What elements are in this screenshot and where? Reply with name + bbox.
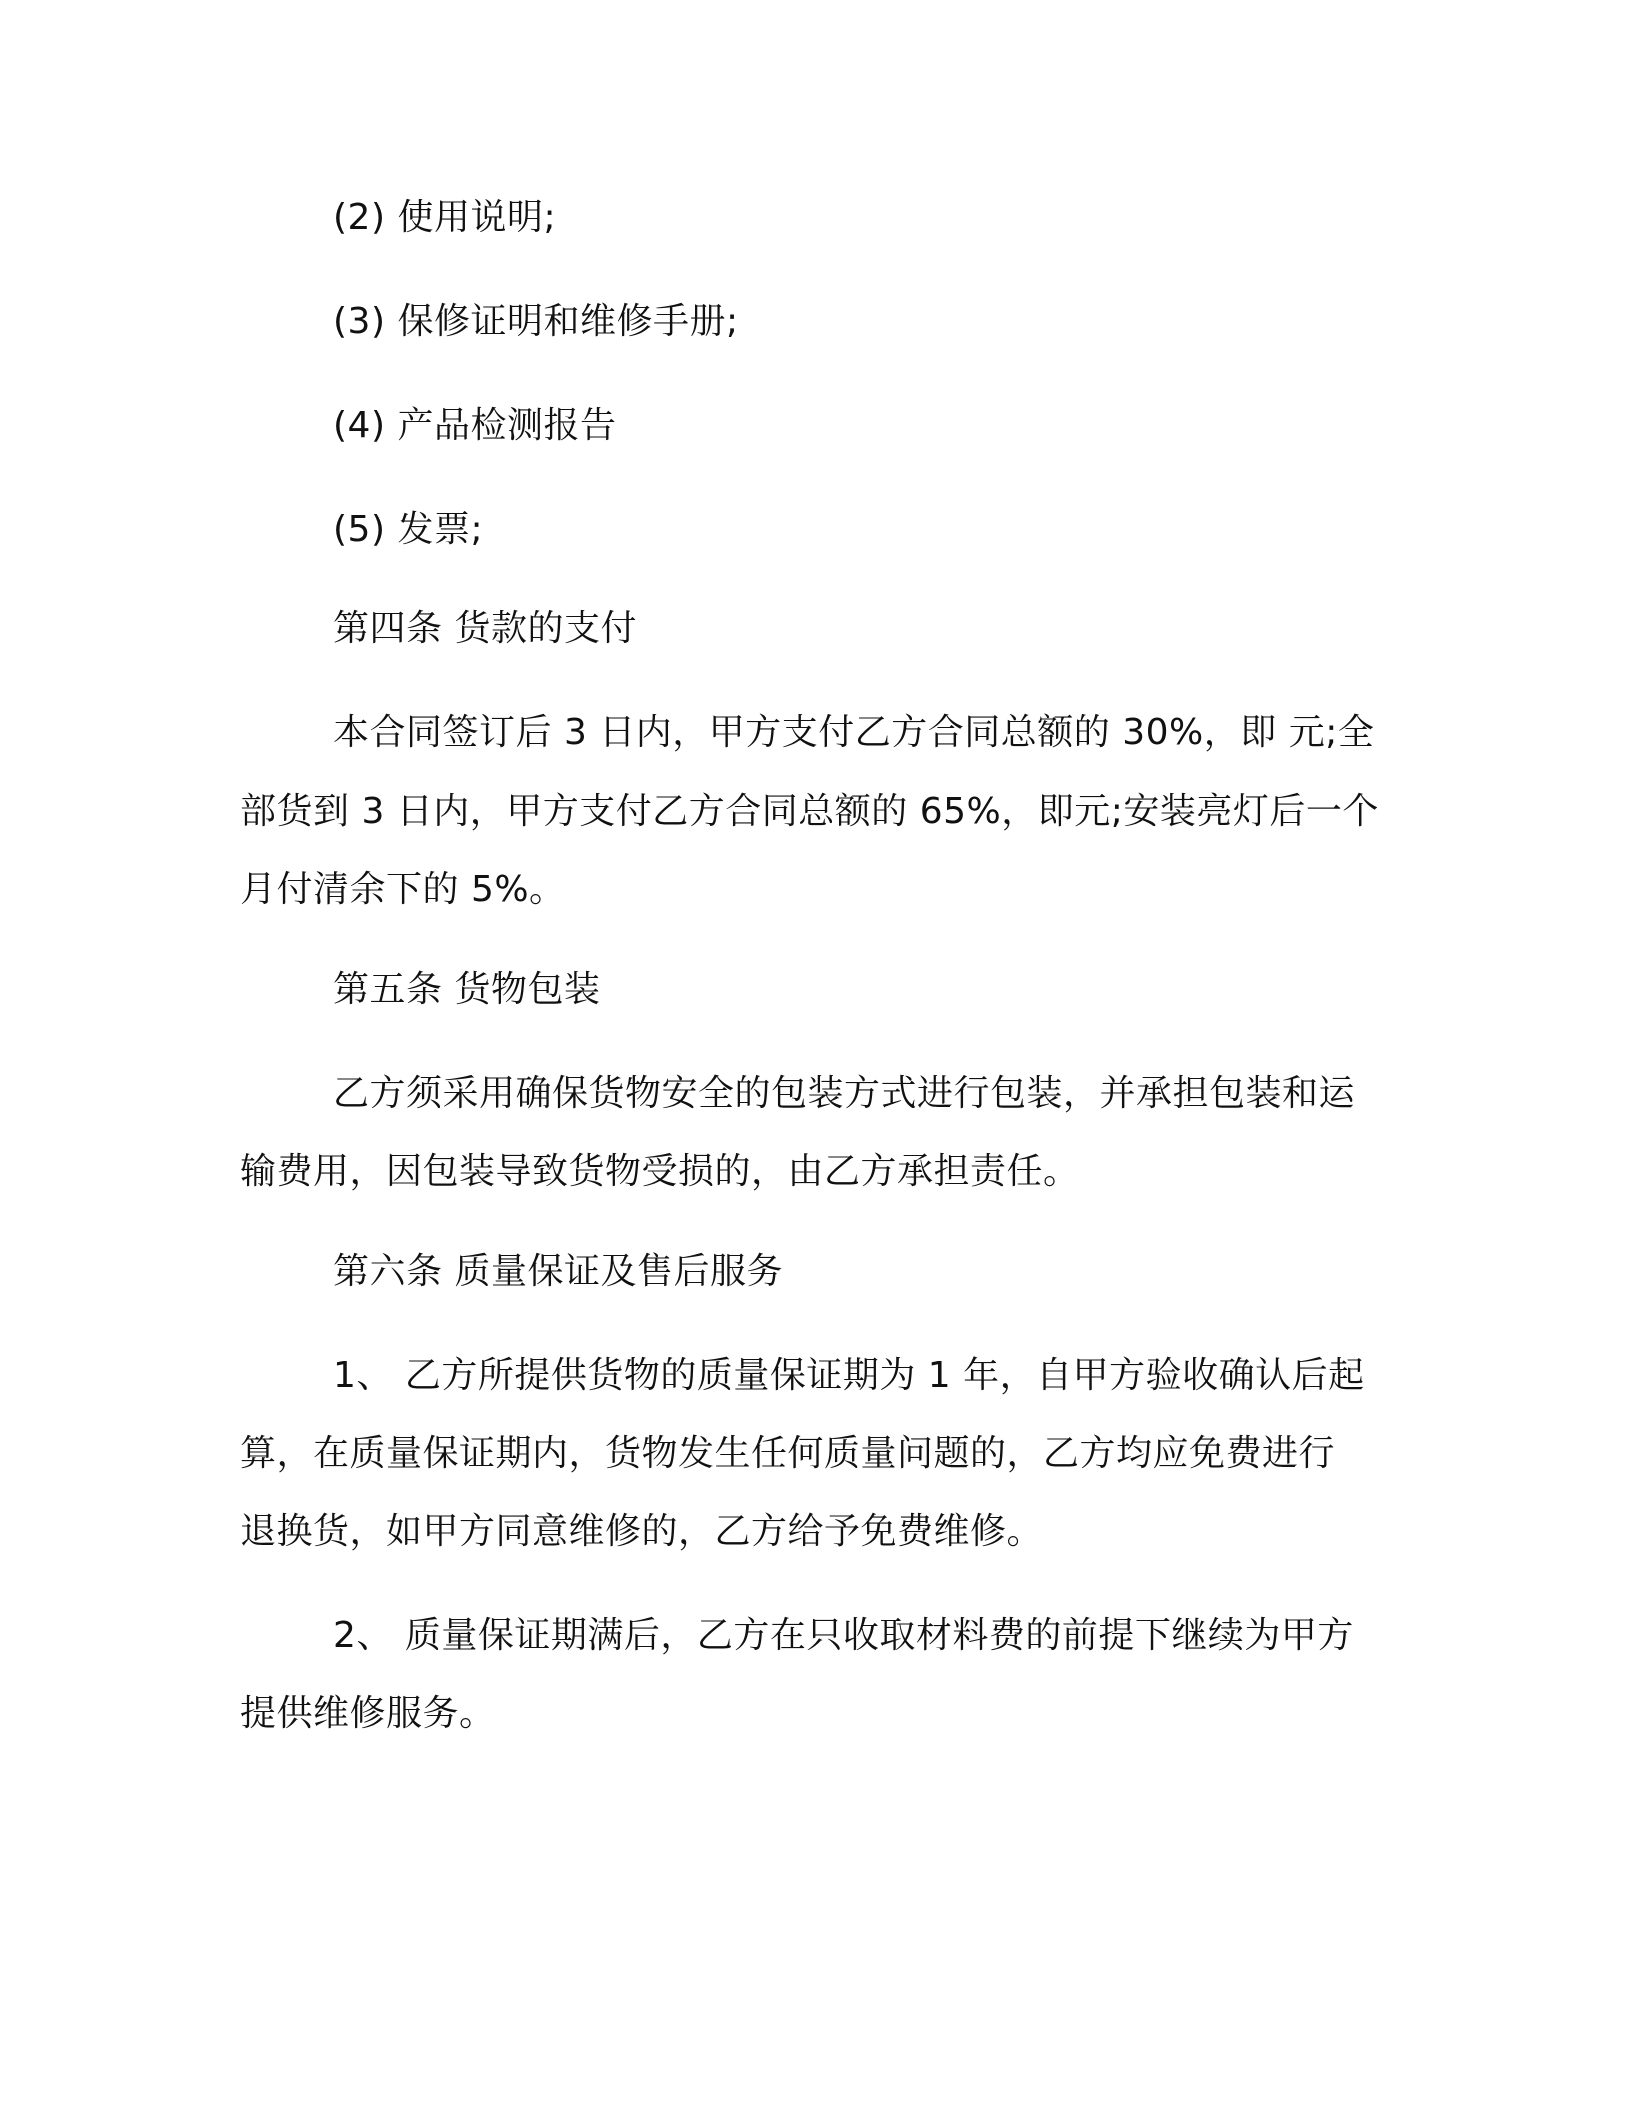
- list-item-invoice: (5) 发票;: [333, 509, 484, 550]
- list-item-warranty-manual: (3) 保修证明和维修手册;: [333, 301, 739, 342]
- paragraph-line: 乙方须采用确保货物安全的包装方式进行包装，并承担包装和运: [333, 1073, 1356, 1114]
- section-heading-article-4: 第四条 货款的支付: [333, 608, 637, 649]
- paragraph-line: 本合同签订后 3 日内，甲方支付乙方合同总额的 30%，即 元;全: [333, 712, 1375, 753]
- paragraph-line: 提供维修服务。: [240, 1693, 496, 1734]
- section-heading-article-5: 第五条 货物包装: [333, 969, 601, 1010]
- section-heading-article-6: 第六条 质量保证及售后服务: [333, 1251, 783, 1292]
- list-item-usage-instructions: (2) 使用说明;: [333, 197, 557, 238]
- paragraph-line: 退换货，如甲方同意维修的，乙方给予免费维修。: [240, 1511, 1044, 1552]
- paragraph-line: 2、 质量保证期满后，乙方在只收取材料费的前提下继续为甲方: [333, 1615, 1354, 1656]
- paragraph-line: 部货到 3 日内，甲方支付乙方合同总额的 65%，即元;安装亮灯后一个: [240, 791, 1379, 832]
- paragraph-line: 1、 乙方所提供货物的质量保证期为 1 年，自甲方验收确认后起: [333, 1355, 1365, 1396]
- paragraph-line: 月付清余下的 5%。: [240, 869, 566, 910]
- list-item-inspection-report: (4) 产品检测报告: [333, 405, 617, 446]
- paragraph-line: 算，在质量保证期内，货物发生任何质量问题的，乙方均应免费进行: [240, 1433, 1336, 1474]
- paragraph-line: 输费用，因包装导致货物受损的，由乙方承担责任。: [240, 1151, 1080, 1192]
